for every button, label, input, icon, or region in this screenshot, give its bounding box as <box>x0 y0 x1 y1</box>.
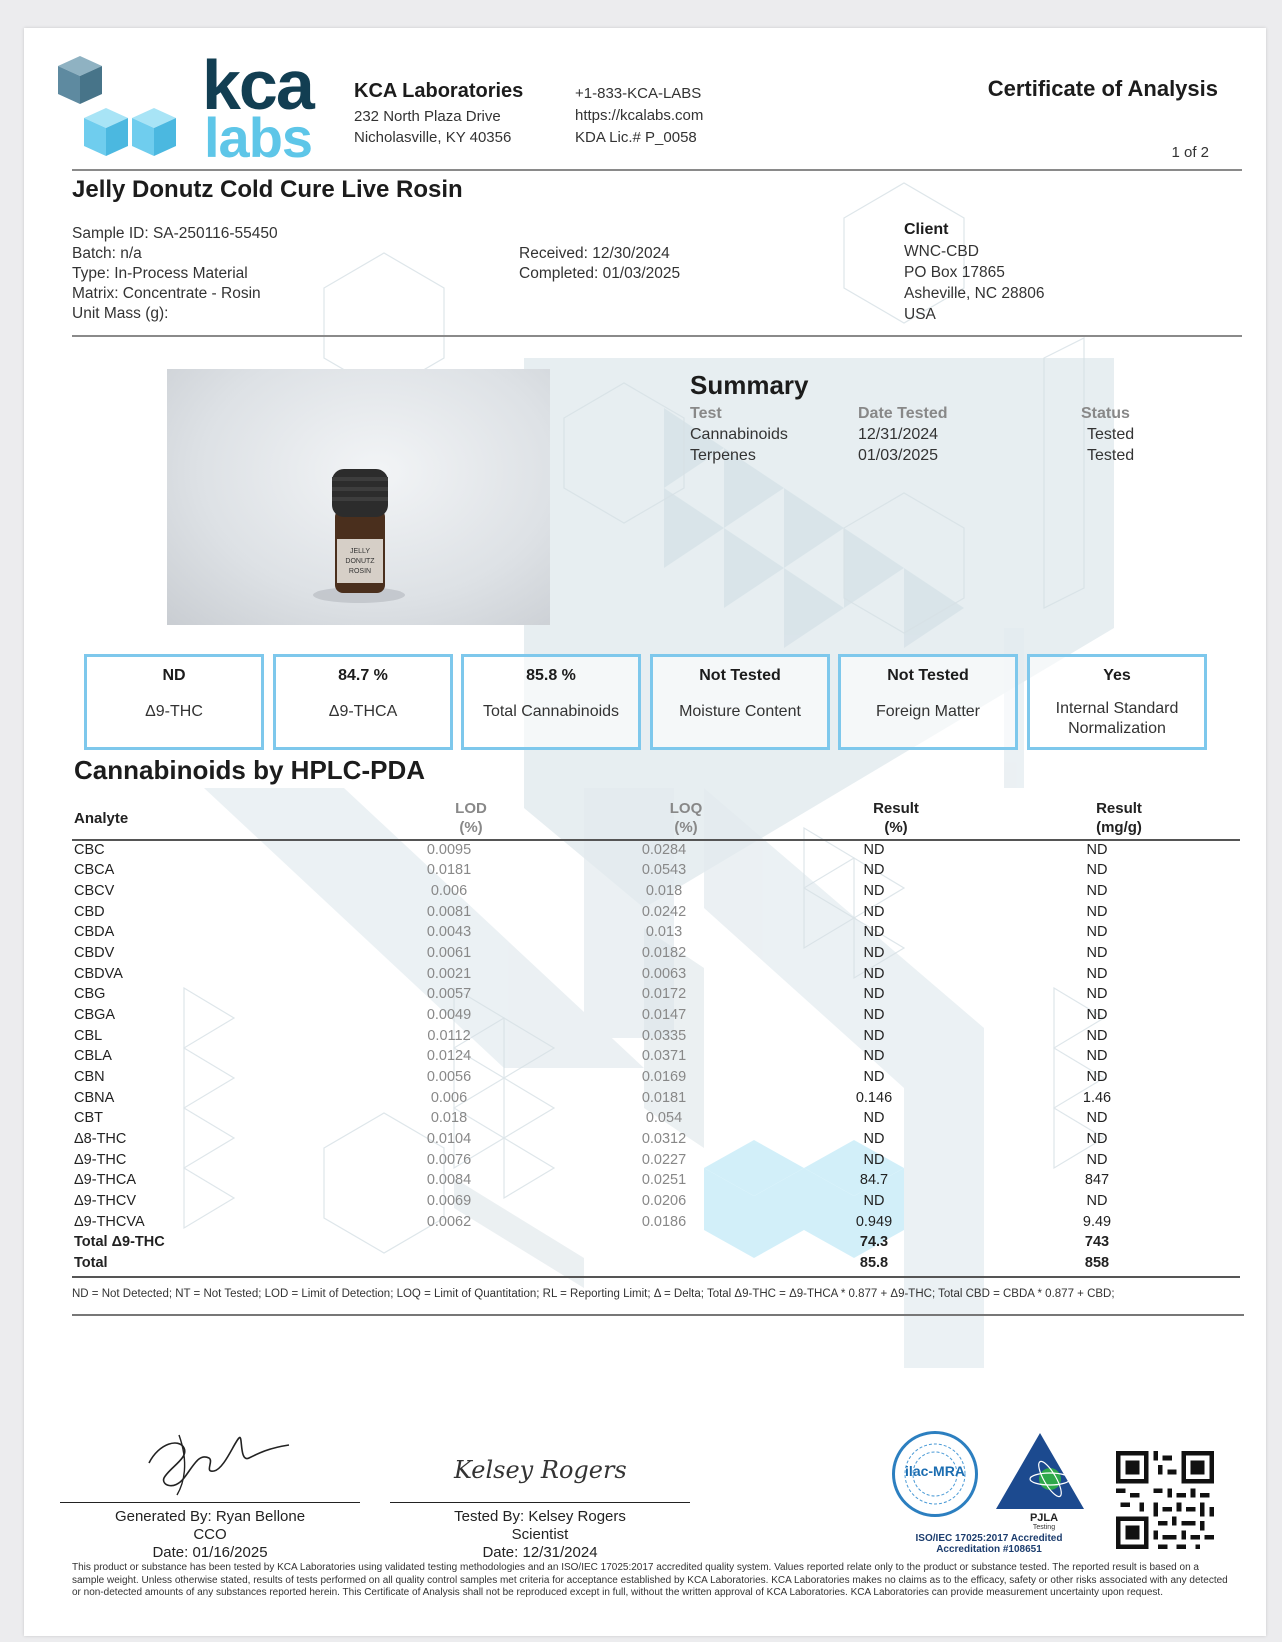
highlight-label: Internal Standard Normalization <box>1055 700 1179 737</box>
analyte: CBDA <box>74 924 115 940</box>
signature-kelsey-rogers: Kelsey Rogers <box>454 1456 627 1484</box>
lod: 0.0061 <box>426 945 472 961</box>
result-pct: ND <box>863 1048 885 1064</box>
result-mg: 847 <box>1084 1172 1110 1188</box>
result-mg: ND <box>1086 1193 1108 1209</box>
lod: 0.0056 <box>426 1069 472 1085</box>
summary-date: 12/31/2024 <box>858 426 939 443</box>
client-po-box: PO Box 17865 <box>904 264 1005 281</box>
loq: 0.0227 <box>641 1152 687 1168</box>
table-header-rule <box>72 839 1240 841</box>
sample-type: Type: In-Process Material <box>72 265 248 282</box>
table-row <box>74 1131 1240 1152</box>
col-lod-title: LOD <box>455 800 487 817</box>
analyte: CBD <box>74 904 105 920</box>
table-row <box>74 945 1240 966</box>
highlight-box-d9-thc <box>84 654 264 750</box>
tested-by-name: Tested By: Kelsey Rogers <box>454 1508 626 1525</box>
table-row <box>74 1069 1240 1090</box>
result-mg: ND <box>1086 966 1108 982</box>
loq: 0.0063 <box>641 966 687 982</box>
loq: 0.0284 <box>641 842 687 858</box>
client-name: WNC-CBD <box>904 243 979 260</box>
highlight-label: Total Cannabinoids <box>482 703 620 720</box>
result-pct: ND <box>863 862 885 878</box>
lod: 0.018 <box>430 1110 468 1126</box>
analyte: CBN <box>74 1069 105 1085</box>
generated-by-date: Date: 01/16/2025 <box>152 1544 268 1561</box>
result-pct: 84.7 <box>859 1172 889 1188</box>
analyte: CBCA <box>74 862 115 878</box>
highlight-box-foreign-matter <box>838 654 1018 750</box>
table-row <box>74 924 1240 945</box>
cannabinoids-section-title: Cannabinoids by HPLC-PDA <box>74 755 426 785</box>
svg-text:JELLY: JELLY <box>349 548 371 555</box>
result-pct: ND <box>863 1193 885 1209</box>
svg-text:DONUTZ: DONUTZ <box>345 558 375 565</box>
lod: 0.0104 <box>426 1131 472 1147</box>
generated-by-title: CCO <box>193 1526 227 1543</box>
analyte: Total Δ9-THC <box>74 1234 165 1250</box>
result-mg: ND <box>1086 1131 1108 1147</box>
lab-website: https://kcalabs.com <box>575 107 704 124</box>
result-mg: ND <box>1086 1028 1108 1044</box>
lab-address-line1: 232 North Plaza Drive <box>354 108 501 125</box>
table-row <box>74 1048 1240 1069</box>
table-row <box>74 1214 1240 1235</box>
summary-status: Tested <box>1087 426 1135 443</box>
svg-text:ROSIN: ROSIN <box>348 568 372 575</box>
analyte: Δ8-THC <box>74 1131 127 1147</box>
tested-by-title: Scientist <box>511 1526 569 1543</box>
analyte: CBG <box>74 986 106 1002</box>
sample-photo <box>167 369 550 625</box>
result-pct: ND <box>863 945 885 961</box>
result-mg: ND <box>1086 862 1108 878</box>
table-row <box>74 883 1240 904</box>
table-row <box>74 1090 1240 1111</box>
loq: 0.0182 <box>641 945 687 961</box>
tested-by-block <box>390 1508 690 1562</box>
table-bottom-rule <box>72 1276 1240 1278</box>
result-mg: ND <box>1086 1152 1108 1168</box>
batch: Batch: n/a <box>72 245 142 262</box>
tested-by-date: Date: 12/31/2024 <box>482 1544 598 1561</box>
brand-wordmark-labs: labs <box>204 106 313 169</box>
highlight-value: 84.7 % <box>338 667 388 684</box>
lod: 0.0062 <box>426 1214 472 1230</box>
highlight-value: 85.8 % <box>526 667 576 684</box>
ilac-mra-logo <box>892 1431 978 1517</box>
highlight-box-d9-thca <box>273 654 453 750</box>
generated-by-block <box>60 1508 360 1562</box>
col-loq-title: LOQ <box>669 800 703 817</box>
result-mg: ND <box>1086 1069 1108 1085</box>
summary-col-test: Test <box>690 405 722 422</box>
result-pct: ND <box>863 904 885 920</box>
highlight-box-normalization <box>1027 654 1207 750</box>
lod: 0.0049 <box>426 1007 472 1023</box>
result-mg: 1.46 <box>1082 1090 1112 1106</box>
col-result-mg-title: Result <box>1096 800 1142 817</box>
signature-line-generated <box>60 1502 360 1503</box>
col-result-pct <box>851 799 941 837</box>
vial-illustration <box>167 369 550 625</box>
brand-wordmark-kca: kca <box>202 46 313 124</box>
lod: 0.0043 <box>426 924 472 940</box>
loq: 0.0147 <box>641 1007 687 1023</box>
result-pct: 0.146 <box>855 1090 893 1106</box>
table-row <box>74 1172 1240 1193</box>
analyte: CBLA <box>74 1048 112 1064</box>
pjla-text: PJLA <box>1029 1512 1059 1524</box>
loq: 0.0169 <box>641 1069 687 1085</box>
certificate-page <box>24 28 1266 1636</box>
result-pct: 85.8 <box>859 1255 889 1271</box>
completed-date: Completed: 01/03/2025 <box>519 265 681 282</box>
result-mg: 9.49 <box>1082 1214 1112 1230</box>
lod: 0.0095 <box>426 842 472 858</box>
highlight-label: Δ9-THC <box>145 703 203 720</box>
client-country: USA <box>904 306 936 323</box>
result-pct: ND <box>863 1110 885 1126</box>
highlight-label: Foreign Matter <box>875 703 981 720</box>
analyte: Total <box>74 1255 108 1271</box>
table-row <box>74 1007 1240 1028</box>
table-row <box>74 1110 1240 1131</box>
lod: 0.0081 <box>426 904 472 920</box>
analyte: Δ9-THCV <box>74 1193 137 1209</box>
signature-ryan-bellone <box>139 1423 299 1498</box>
result-pct: ND <box>863 842 885 858</box>
pjla-logo-triangle <box>994 1431 1086 1511</box>
summary-status: Tested <box>1087 447 1135 464</box>
lod: 0.0021 <box>426 966 472 982</box>
analyte: CBT <box>74 1110 103 1126</box>
result-mg: ND <box>1086 1048 1108 1064</box>
analyte: Δ9-THCA <box>74 1172 137 1188</box>
result-mg: ND <box>1086 945 1108 961</box>
result-mg: ND <box>1086 924 1108 940</box>
loq: 0.0371 <box>641 1048 687 1064</box>
loq: 0.0312 <box>641 1131 687 1147</box>
summary-date: 01/03/2025 <box>858 447 939 464</box>
pjla-subtext: Testing <box>1032 1524 1056 1531</box>
summary-test: Terpenes <box>690 447 756 464</box>
matrix: Matrix: Concentrate - Rosin <box>72 285 261 302</box>
result-mg: ND <box>1086 842 1108 858</box>
highlight-value: Yes <box>1103 667 1131 684</box>
result-mg: ND <box>1086 883 1108 899</box>
table-row <box>74 862 1240 883</box>
lod: 0.0057 <box>426 986 472 1002</box>
summary-title: Summary <box>690 370 809 400</box>
highlight-box-moisture <box>650 654 830 750</box>
lod: 0.0124 <box>426 1048 472 1064</box>
result-pct: ND <box>863 1131 885 1147</box>
result-pct: ND <box>863 883 885 899</box>
loq: 0.018 <box>645 883 683 899</box>
received-date: Received: 12/30/2024 <box>519 245 670 262</box>
highlight-label: Δ9-THCA <box>328 703 398 720</box>
summary-test: Cannabinoids <box>690 426 788 443</box>
highlight-value: Not Tested <box>887 667 969 684</box>
loq: 0.0172 <box>641 986 687 1002</box>
result-pct: ND <box>863 1152 885 1168</box>
product-title: Jelly Donutz Cold Cure Live Rosin <box>72 176 463 203</box>
analyte: CBDV <box>74 945 115 961</box>
result-pct: 0.949 <box>855 1214 893 1230</box>
kca-logo-cubes <box>54 56 194 166</box>
table-row <box>74 1152 1240 1173</box>
sample-id: Sample ID: SA-250116-55450 <box>72 225 278 242</box>
col-lod <box>426 799 516 837</box>
col-result-mg <box>1074 799 1164 837</box>
analyte: CBGA <box>74 1007 116 1023</box>
result-mg: ND <box>1086 986 1108 1002</box>
col-analyte: Analyte <box>74 810 129 827</box>
lab-phone: +1-833-KCA-LABS <box>575 85 702 102</box>
result-pct: ND <box>863 1028 885 1044</box>
lod: 0.0112 <box>427 1028 471 1044</box>
qr-code[interactable] <box>1116 1451 1214 1549</box>
legal-disclaimer: This product or substance has been tested by KCA Laboratories using validated testing methodologies and an ISO/IEC 17025:2017 accredited quality system. Values reported relate only to the product or substance tested. The reported result is based on a sample weight. Unless otherwise stated, results of tests performed on all quality control samples met criteria for acceptance established by KCA Laboratories. KCA Laboratories makes no claims as to the efficacy, safety or other risks associated with any detected or non-detected amounts of any substances reported herein. This Certificate of Analysis shall not be reproduced except in full, without the written approval of KCA Laboratories. KCA Laboratories can provide measurement uncertainty upon request. <box>72 1562 1228 1598</box>
loq: 0.0543 <box>641 862 687 878</box>
iso-line: ISO/IEC 17025:2017 Accredited <box>915 1533 1063 1544</box>
client-city: Asheville, NC 28806 <box>904 285 1045 302</box>
loq: 0.0251 <box>641 1172 687 1188</box>
result-mg: 743 <box>1084 1234 1110 1250</box>
col-result-pct-unit: (%) <box>884 819 908 836</box>
result-pct: ND <box>863 924 885 940</box>
table-row <box>74 904 1240 925</box>
header-divider <box>72 169 1242 171</box>
analyte: CBCV <box>74 883 115 899</box>
ilac-mra-text: ilac-MRA <box>905 1463 965 1479</box>
result-pct: ND <box>863 1069 885 1085</box>
lod: 0.0181 <box>426 862 472 878</box>
lod: 0.006 <box>430 1090 468 1106</box>
loq: 0.054 <box>645 1110 683 1126</box>
loq: 0.013 <box>645 924 683 940</box>
loq: 0.0335 <box>641 1028 687 1044</box>
table-row <box>74 986 1240 1007</box>
lod: 0.0076 <box>426 1152 472 1168</box>
loq: 0.0242 <box>641 904 687 920</box>
analyte: CBNA <box>74 1090 115 1106</box>
client-heading: Client <box>904 221 949 238</box>
table-total-row <box>74 1234 1240 1255</box>
table-row <box>74 966 1240 987</box>
table-notes: ND = Not Detected; NT = Not Tested; LOD = Limit of Detection; LOQ = Limit of Quantitation; RL = Reporting Limit; Δ = Delta; Total Δ9-THC = Δ9-THCA * 0.877 + Δ9-THC; Total CBD = CBDA * 0.877 + CBD; <box>72 1288 1115 1300</box>
loq: 0.0181 <box>641 1090 687 1106</box>
notes-divider <box>72 1314 1244 1316</box>
result-pct: ND <box>863 986 885 1002</box>
lab-name: KCA Laboratories <box>354 80 524 102</box>
lod: 0.006 <box>430 883 468 899</box>
table-row <box>74 1193 1240 1214</box>
analyte: Δ9-THCVA <box>74 1214 145 1230</box>
result-mg: ND <box>1086 904 1108 920</box>
analyte: Δ9-THC <box>74 1152 127 1168</box>
result-mg: ND <box>1086 1110 1108 1126</box>
signature-line-tested <box>390 1502 690 1503</box>
info-divider <box>72 335 1242 337</box>
lod: 0.0084 <box>426 1172 472 1188</box>
highlight-value: Not Tested <box>699 667 781 684</box>
document-title: Certificate of Analysis <box>987 76 1218 101</box>
col-result-mg-unit: (mg/g) <box>1096 819 1142 836</box>
highlight-value: ND <box>162 667 186 684</box>
loq: 0.0186 <box>641 1214 687 1230</box>
col-lod-unit: (%) <box>459 819 483 836</box>
result-mg: 858 <box>1084 1255 1110 1271</box>
analyte: CBDVA <box>74 966 123 982</box>
lab-address-line2: Nicholasville, KY 40356 <box>354 129 512 146</box>
generated-by-name: Generated By: Ryan Bellone <box>114 1508 306 1525</box>
lod: 0.0069 <box>426 1193 472 1209</box>
iso-accreditation-text <box>884 1533 1094 1555</box>
summary-col-status: Status <box>1081 405 1130 422</box>
unit-mass: Unit Mass (g): <box>72 305 169 322</box>
col-loq <box>641 799 731 837</box>
table-row <box>74 842 1240 863</box>
result-pct: ND <box>863 966 885 982</box>
analyte: CBC <box>74 842 105 858</box>
loq: 0.0206 <box>641 1193 687 1209</box>
page-number: 1 of 2 <box>1171 144 1209 161</box>
highlight-label: Moisture Content <box>679 703 801 720</box>
result-pct: ND <box>863 1007 885 1023</box>
table-row <box>74 1028 1240 1049</box>
analyte: CBL <box>74 1028 103 1044</box>
lab-license: KDA Lic.# P_0058 <box>575 129 697 146</box>
accreditation-number: Accreditation #108651 <box>936 1544 1042 1555</box>
col-loq-unit: (%) <box>674 819 698 836</box>
col-result-pct-title: Result <box>873 800 919 817</box>
table-total-row <box>74 1255 1240 1276</box>
highlight-box-total-cannabinoids <box>461 654 641 750</box>
result-mg: ND <box>1086 1007 1108 1023</box>
summary-col-date: Date Tested <box>858 405 948 422</box>
result-pct: 74.3 <box>859 1234 889 1250</box>
